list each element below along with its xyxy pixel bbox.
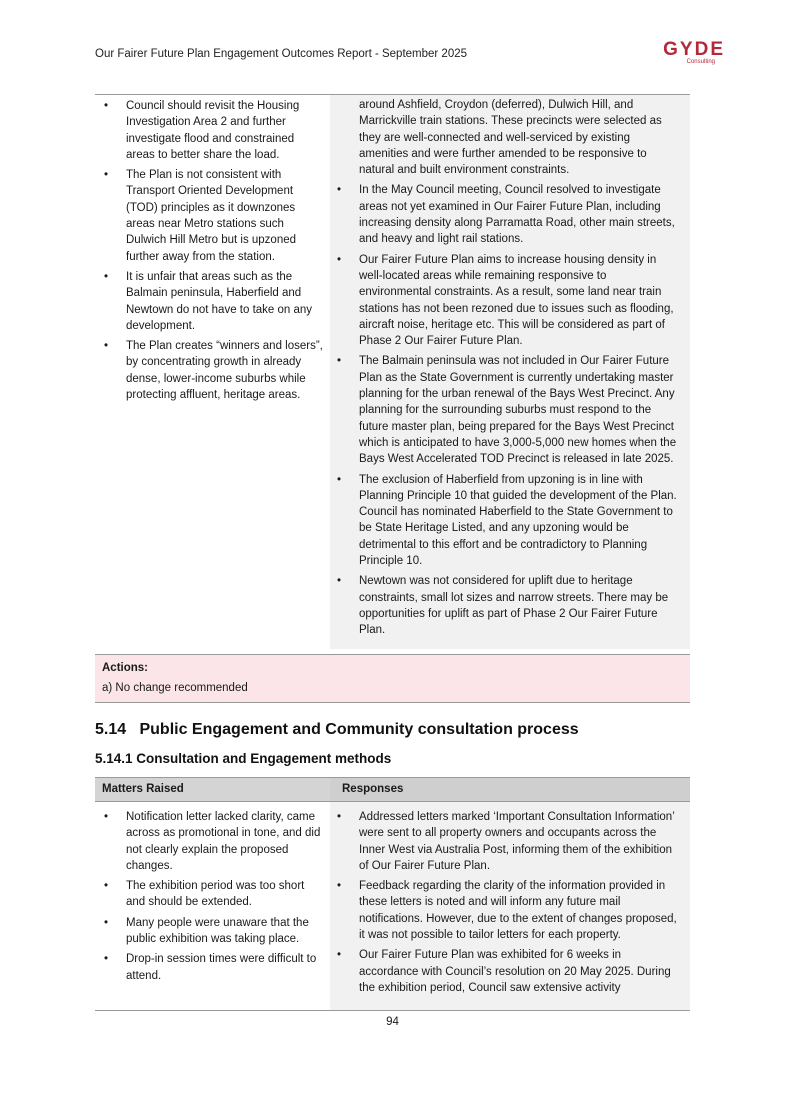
bullet-icon: • xyxy=(337,575,342,588)
list-item: • Many people were unaware that the public exhibition was taking place. xyxy=(104,916,309,946)
header-matters-raised: Matters Raised xyxy=(102,783,184,795)
bullet-icon: • xyxy=(337,355,342,368)
matters-raised-cell xyxy=(95,802,330,1010)
list-item: • In the May Council meeting, Council resolved to investigate areas not yet examined in Our Fairer Future Plan, including increasing density along Parramatta Road, other main streets, and heavy and light rail stations. xyxy=(337,184,675,246)
table-header-row xyxy=(95,778,690,802)
matters-list xyxy=(101,809,323,984)
bullet-icon: • xyxy=(337,811,342,823)
header-responses: Responses xyxy=(330,778,690,801)
responses-list xyxy=(334,809,680,996)
list-item: • Council should revisit the Housing Investigation Area 2 and further investigate flood and constrained areas to better share the load. xyxy=(104,100,300,161)
table-row xyxy=(95,94,690,649)
list-item: • Feedback regarding the clarity of the information provided in these letters is noted and will inform any future mail notifications. However, due to the extent of changes proposed, it was not possible to tailor letters for each property. xyxy=(337,880,677,942)
list-item: • The Plan creates “winners and losers”, by concentrating growth in already dense, lower-income suburbs while protecting affluent, heritage areas. xyxy=(104,340,323,402)
bullet-icon: • xyxy=(104,953,109,966)
bullet-icon: • xyxy=(104,169,109,182)
section-heading: 5.14 Public Engagement and Community consultation process xyxy=(95,721,579,738)
subsection-heading: 5.14.1 Consultation and Engagement methods xyxy=(95,751,392,766)
bullet-icon: • xyxy=(104,100,109,112)
bullet-icon: • xyxy=(337,880,342,893)
list-item: • Addressed letters marked ‘Important Consultation Information’ were sent to all property owners and occupants across the Inner West via Australia Post, informing them of the exhibition of Our Fairer Future Plan. xyxy=(337,811,675,872)
list-item: • The Plan is not consistent with Transport Oriented Development (TOD) principles as it downzones areas near Metro stations such Dulwich Hill Metro but is upzoned further away from the station. xyxy=(104,169,297,263)
list-item: • Newtown was not considered for uplift due to heritage constraints, small lot sizes and narrow streets. There may be opportunities for uplift as part of Phase 2 Our Fairer Future Plan. xyxy=(337,575,669,637)
bullet-icon: • xyxy=(104,340,109,353)
matters-list xyxy=(101,98,323,403)
logo-subtitle: Consulting xyxy=(686,59,715,65)
bullet-icon: • xyxy=(104,880,109,893)
list-item: • Drop-in session times were difficult to attend. xyxy=(104,953,317,982)
list-item: • The Balmain peninsula was not included in Our Fairer Future Plan as the State Government is currently undertaking master planning for the urban renewal of the Bays West Precinct. Any planning for the surrounding suburbs must respond to the future master plan, being prepared for the Bays West Precinct which is anticipated to have 3,000-5,000 new homes when the Bays West Accelerated TOD Precinct is released in late 2025. xyxy=(337,355,677,466)
bullet-icon: • xyxy=(104,916,109,929)
matters-raised-cell xyxy=(95,95,330,649)
bullet-icon: • xyxy=(337,949,342,962)
actions-text: a) No change recommended xyxy=(102,682,248,694)
responses-cell xyxy=(330,802,690,1010)
page-number: 94 xyxy=(386,1016,399,1028)
list-item: • Our Fairer Future Plan was exhibited for 6 weeks in accordance with Council’s resolution on 20 May 2025. During the exhibition period, Council saw extensive activity xyxy=(337,949,671,994)
report-header-title: Our Fairer Future Plan Engagement Outcomes Report - September 2025 xyxy=(95,48,468,60)
list-item: • The exclusion of Haberfield from upzoning is in line with Planning Principle 10 that guided the development of the Plan. Council has nominated Haberfield to the State Government to be State Heritage Listed, and any upzoning would be detrimental to this effort and be contradictory to Planning Principle 10. xyxy=(337,473,677,568)
gyde-consulting-logo xyxy=(637,40,725,65)
bullet-icon: • xyxy=(104,270,109,283)
list-item: • Our Fairer Future Plan aims to increase housing density in well-located areas while remaining responsive to environmental constraints. As a result, some land near train stations has not been rezoned due to issues such as flooding, aircraft noise, heritage etc. This will be considered as part of Phase 2 Our Fairer Future Plan. xyxy=(337,253,674,348)
bullet-icon: • xyxy=(337,184,342,197)
bullet-icon: • xyxy=(337,253,342,266)
responses-cell xyxy=(330,95,690,649)
continued-response-text: around Ashfield, Croydon (deferred), Dulwich Hill, and Marrickville train stations. These precincts were selected as they are well-connected and well-serviced by existing amenities and were further amended to be responsive to natural and built environment constraints. xyxy=(359,99,662,177)
table-row xyxy=(95,802,690,1011)
list-item: • It is unfair that areas such as the Balmain peninsula, Haberfield and Newtown do not have to take on any development. xyxy=(104,270,313,332)
actions-box xyxy=(95,654,690,703)
matters-responses-table-continued xyxy=(95,94,690,649)
list-item: • The exhibition period was too short and should be extended. xyxy=(104,880,305,909)
consultation-methods-table xyxy=(95,777,690,1011)
logo-wordmark: GYDE xyxy=(663,39,725,60)
actions-title: Actions: xyxy=(102,662,148,674)
responses-list xyxy=(334,182,680,638)
bullet-icon: • xyxy=(337,473,342,486)
bullet-icon: • xyxy=(104,811,109,823)
list-item: • Notification letter lacked clarity, came across as promotional in tone, and did not clearly explain the proposed changes. xyxy=(104,811,321,872)
